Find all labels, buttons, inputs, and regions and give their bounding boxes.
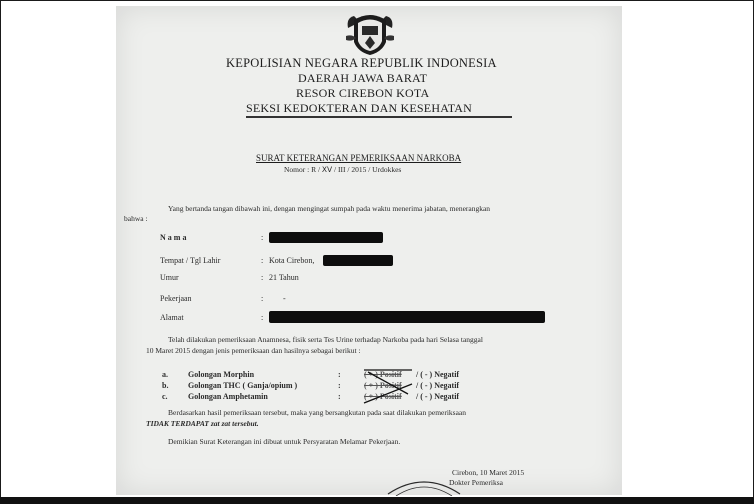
- conclusion-line-2: TIDAK TERDAPAT zat zat tersebut.: [146, 419, 259, 428]
- header-rule: [246, 116, 512, 118]
- field-sep-job: :: [261, 294, 264, 303]
- field-label-birth: Tempat / Tgl Lahir: [160, 256, 221, 265]
- police-emblem-icon: [342, 12, 398, 56]
- test-a-letter: a.: [162, 370, 168, 379]
- document-paper: [116, 6, 622, 495]
- header-resort: RESOR CIREBON KOTA: [296, 86, 430, 100]
- document-number: Nomor : R / ⅩⅤ / III / 2015 / Urdokkes: [284, 165, 402, 174]
- redacted-name: [269, 232, 383, 243]
- test-b-result: / ( - ) Negatif: [416, 381, 460, 390]
- conclusion-line-1: Berdasarkan hasil pemeriksaan tersebut, maka yang bersangkutan pada saat dilakukan pemeriksaan: [168, 408, 467, 417]
- field-value-age: 21 Tahun: [269, 273, 299, 282]
- test-c-positive-struck: ( + ) Positif: [364, 392, 402, 401]
- field-sep-birth: :: [261, 256, 264, 265]
- test-c-letter: c.: [162, 392, 168, 401]
- field-label-address: Alamat: [160, 313, 184, 322]
- intro-line-1: Yang bertanda tangan dibawah ini, dengan mengingat sumpah pada waktu menerima jabatan, menerangkan: [168, 204, 491, 213]
- test-a-sep: :: [338, 370, 341, 379]
- signature-role: Dokter Pemeriksa: [449, 478, 503, 487]
- document-title: SURAT KETERANGAN PEMERIKSAAN NARKOBA: [256, 153, 462, 163]
- field-sep-address: :: [261, 313, 264, 322]
- test-b-letter: b.: [162, 381, 169, 390]
- test-b-positive-struck: ( + ) Positif: [364, 381, 402, 390]
- intro-line-2: bahwa :: [124, 214, 148, 223]
- test-a-result: / ( - ) Negatif: [416, 370, 460, 379]
- field-label-age: Umur: [160, 273, 179, 282]
- field-value-job: -: [283, 294, 286, 303]
- redacted-birthdate: [323, 255, 393, 266]
- test-c-sep: :: [338, 392, 341, 401]
- exam-line-2: 10 Maret 2015 dengan jenis pemeriksaan dan hasilnya sebagai berikut :: [146, 346, 361, 355]
- header-section: SEKSI KEDOKTERAN DAN KESEHATAN: [246, 101, 473, 115]
- test-c-result: / ( - ) Negatif: [416, 392, 460, 401]
- strike-through-mark: [362, 366, 414, 406]
- signature-place-date: Cirebon, 10 Maret 2015: [452, 468, 525, 477]
- test-b-sep: :: [338, 381, 341, 390]
- field-value-birth: Kota Cirebon,: [269, 256, 315, 265]
- stamp-mark: [384, 472, 464, 496]
- redacted-address: [269, 311, 545, 323]
- header-institution: KEPOLISIAN NEGARA REPUBLIK INDONESIA: [226, 56, 497, 70]
- field-sep-name: :: [261, 233, 264, 242]
- field-label-job: Pekerjaan: [160, 294, 192, 303]
- exam-line-1: Telah dilakukan pemeriksaan Anamnesa, fisik serta Tes Urine terhadap Narkoba pada hari Selasa tanggal: [168, 335, 483, 344]
- field-sep-age: :: [261, 273, 264, 282]
- test-a-positive-struck: ( + ) Positif: [364, 370, 402, 379]
- bottom-border: [0, 497, 754, 504]
- header-region: DAERAH JAWA BARAT: [298, 71, 428, 85]
- test-b-name: Golongan THC ( Ganja/opium ): [188, 381, 298, 390]
- test-a-name: Golongan Morphin: [188, 370, 255, 379]
- field-label-name: Nama: [160, 233, 189, 242]
- test-c-name: Golongan Amphetamin: [188, 392, 268, 401]
- closing-statement: Demikian Surat Keterangan ini dibuat untuk Persyaratan Melamar Pekerjaan.: [168, 437, 401, 446]
